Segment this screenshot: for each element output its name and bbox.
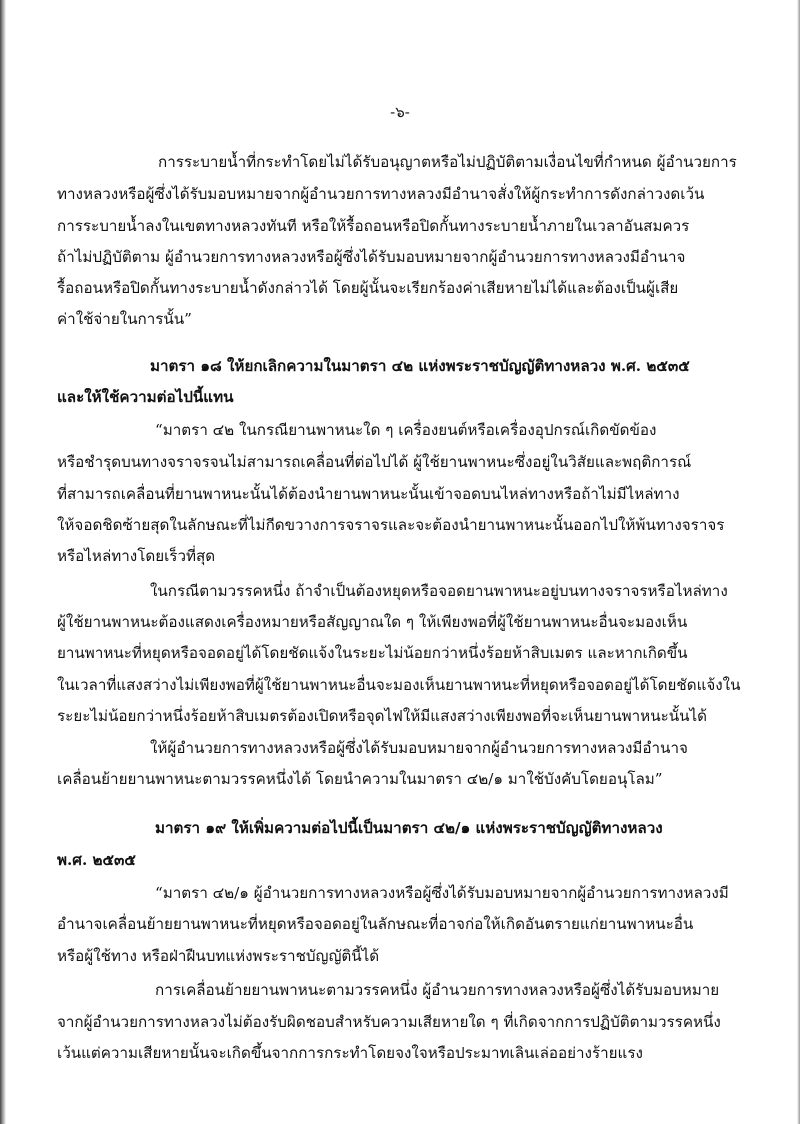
text-line: “มาตรา ๔๒/๑ ผู้อำนวยการทางหลวงหรือผู้ซึ่งได้รับมอบหมายจากผู้อำนวยการทางหลวงมี [155,884,729,902]
text-line: ทางหลวงหรือผู้ซึ่งได้รับมอบหมายจากผู้อำนวยการทางหลวงมีอำนาจสั่งให้ผู้กระทำการดังกล่าวงดเว้น [57,185,705,203]
page-number: -๖- [390,103,410,121]
text-line: อำนาจเคลื่อนย้ายยานพาหนะที่หยุดหรือจอดอยู่ในลักษณะที่อาจก่อให้เกิดอันตรายแก่ยานพาหนะอื่น [57,915,694,933]
text-line: ค่าใช้จ่ายในการนั้น” [57,310,192,328]
text-line: การเคลื่อนย้ายยานพาหนะตามวรรคหนึ่ง ผู้อำนวยการทางหลวงหรือผู้ซึ่งได้รับมอบหมาย [155,981,720,999]
text-line: หรือไหล่ทางโดยเร็วที่สุด [57,547,216,565]
text-line: รื้อถอนหรือปิดกั้นทางระบายน้ำดังกล่าวได้ โดยผู้นั้นจะเรียกร้องค่าเสียหายไม่ได้และต้องเป็นผู้เสีย [57,279,679,297]
text-line: เว้นแต่ความเสียหายนั้นจะเกิดขึ้นจากการกระทำโดยจงใจหรือประมาทเลินเล่ออย่างร้ายแรง [57,1044,643,1062]
text-line: จากผู้อำนวยการทางหลวงไม่ต้องรับผิดชอบสำหรับความเสียหายใด ๆ ที่เกิดจากการปฏิบัติตามวรรคหนึ่ง [57,1013,721,1031]
section-heading-18-cont: และให้ใช้ความต่อไปนี้แทน [57,388,234,406]
text-line: การระบายน้ำที่กระทำโดยไม่ได้รับอนุญาตหรือไม่ปฏิบัติตามเงื่อนไขที่กำหนด ผู้อำนวยการ [158,153,737,171]
section-heading-18: มาตรา ๑๘ ให้ยกเลิกความในมาตรา ๔๒ แห่งพระราชบัญญัติทางหลวง พ.ศ. ๒๕๓๕ [150,357,690,375]
text-line: หรือผู้ใช้ทาง หรือฝ่าฝืนบทแห่งพระราชบัญญัตินี้ได้ [57,947,380,965]
text-line: ที่สามารถเคลื่อนที่ยานพาหนะนั้นได้ต้องนำยานพาหนะนั้นเข้าจอดบนไหล่ทางหรือถ้าไม่มีไหล่ทาง [57,485,680,503]
section-heading-19: มาตรา ๑๙ ให้เพิ่มความต่อไปนี้เป็นมาตรา ๔๒/๑ แห่งพระราชบัญญัติทางหลวง [155,819,663,837]
text-line: เคลื่อนย้ายยานพาหนะตามวรรคหนึ่งได้ โดยนำความในมาตรา ๔๒/๑ มาใช้บังคับโดยอนุโลม” [57,770,663,788]
text-line: ยานพาหนะที่หยุดหรือจอดอยู่ได้โดยชัดแจ้งในระยะไม่น้อยกว่าหนึ่งร้อยห้าสิบเมตร และหากเกิดขึ้น [57,644,688,662]
text-line: ในกรณีตามวรรคหนึ่ง ถ้าจำเป็นต้องหยุดหรือจอดยานพาหนะอยู่บนทางจราจรหรือไหล่ทาง [150,582,728,600]
section-heading-19-cont: พ.ศ. ๒๕๓๕ [57,851,136,869]
text-line: การระบายน้ำลงในเขตทางหลวงทันที หรือให้รื้อถอนหรือปิดกั้นทางระบายน้ำภายในเวลาอันสมควร [57,217,690,235]
text-line: ให้จอดชิดซ้ายสุดในลักษณะที่ไม่กีดขวางการจราจรและจะต้องนำยานพาหนะนั้นออกไปให้พ้นทางจราจร [57,516,725,534]
text-line: ผู้ใช้ยานพาหนะต้องแสดงเครื่องหมายหรือสัญญาณใด ๆ ให้เพียงพอที่ผู้ใช้ยานพาหนะอื่นจะมองเห็น [57,613,688,631]
text-line: ในเวลาที่แสงสว่างไม่เพียงพอที่ผู้ใช้ยานพาหนะอื่นจะมองเห็นยานพาหนะที่หยุดหรือจอดอยู่ได้โดยชัดแจ้งใน [57,676,741,694]
text-line: ให้ผู้อำนวยการทางหลวงหรือผู้ซึ่งได้รับมอบหมายจากผู้อำนวยการทางหลวงมีอำนาจ [150,739,688,757]
text-line: “มาตรา ๔๒ ในกรณียานพาหนะใด ๆ เครื่องยนต์หรือเครื่องอุปกรณ์เกิดขัดข้อง [155,421,657,439]
text-line: ถ้าไม่ปฏิบัติตาม ผู้อำนวยการทางหลวงหรือผู้ซึ่งได้รับมอบหมายจากผู้อำนวยการทางหลวงมีอำนาจ [57,248,686,266]
text-line: หรือชำรุดบนทางจราจรจนไม่สามารถเคลื่อนที่ต่อไปได้ ผู้ใช้ยานพาหนะซึ่งอยู่ในวิสัยและพฤติการณ์ [57,453,692,471]
scan-left-edge [0,0,6,1124]
text-line: ระยะไม่น้อยกว่าหนึ่งร้อยห้าสิบเมตรต้องเปิดหรือจุดไฟให้มีแสงสว่างเพียงพอที่จะเห็นยานพาหนะนั้นได้ [57,707,707,725]
